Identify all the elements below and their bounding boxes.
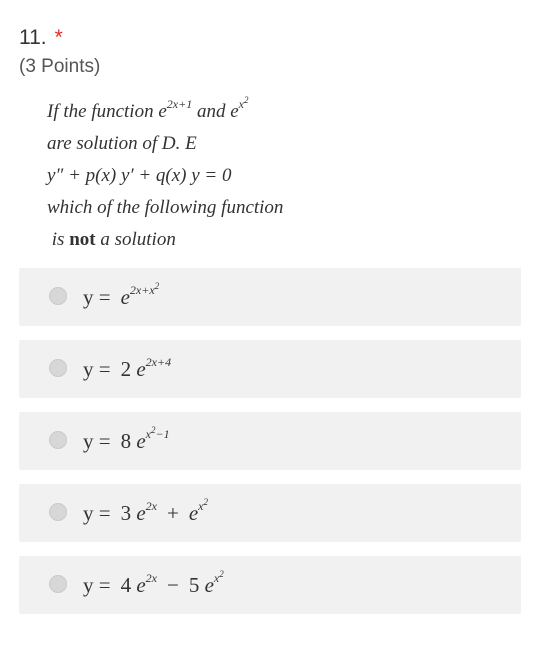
option-label: y = 4 $e^{2x} - 5$ $e^{x^2}$ — [83, 569, 224, 597]
question-number-text: 11. — [19, 26, 47, 49]
radio-button[interactable] — [49, 575, 67, 593]
option-2[interactable] — [19, 340, 521, 398]
radio-button[interactable] — [49, 287, 67, 305]
option-4[interactable] — [19, 484, 521, 542]
question-line-2: are solution of D. E — [47, 133, 197, 154]
question-text — [47, 96, 283, 256]
question-line-4: which of the following function — [47, 197, 284, 218]
question-line-1: If the function $e^{2x+1}$ and $e^{x^2}$ — [47, 94, 249, 122]
question-line-5: is not a solution — [51, 229, 176, 250]
option-label: $y = e^{2x+x^2}$ — [83, 281, 160, 309]
option-label: y = 8 $e^{x^2-1}$ — [83, 425, 170, 453]
option-label: y = 3 $e^{2x} + e^{x^2}$ — [83, 497, 208, 525]
option-label: y = 2 $e^{2x+4}$ — [83, 355, 172, 381]
radio-button[interactable] — [49, 359, 67, 377]
option-3[interactable] — [19, 412, 521, 470]
answer-options — [19, 268, 521, 628]
question-number — [19, 26, 63, 50]
option-5[interactable] — [19, 556, 521, 614]
option-1[interactable] — [19, 268, 521, 326]
question-points: (3 Points) — [19, 56, 101, 77]
question-line-3: y″ + p(x) y′ + q(x) y = 0 — [47, 165, 232, 186]
radio-button[interactable] — [49, 431, 67, 449]
radio-button[interactable] — [49, 503, 67, 521]
required-marker: * — [54, 26, 63, 49]
